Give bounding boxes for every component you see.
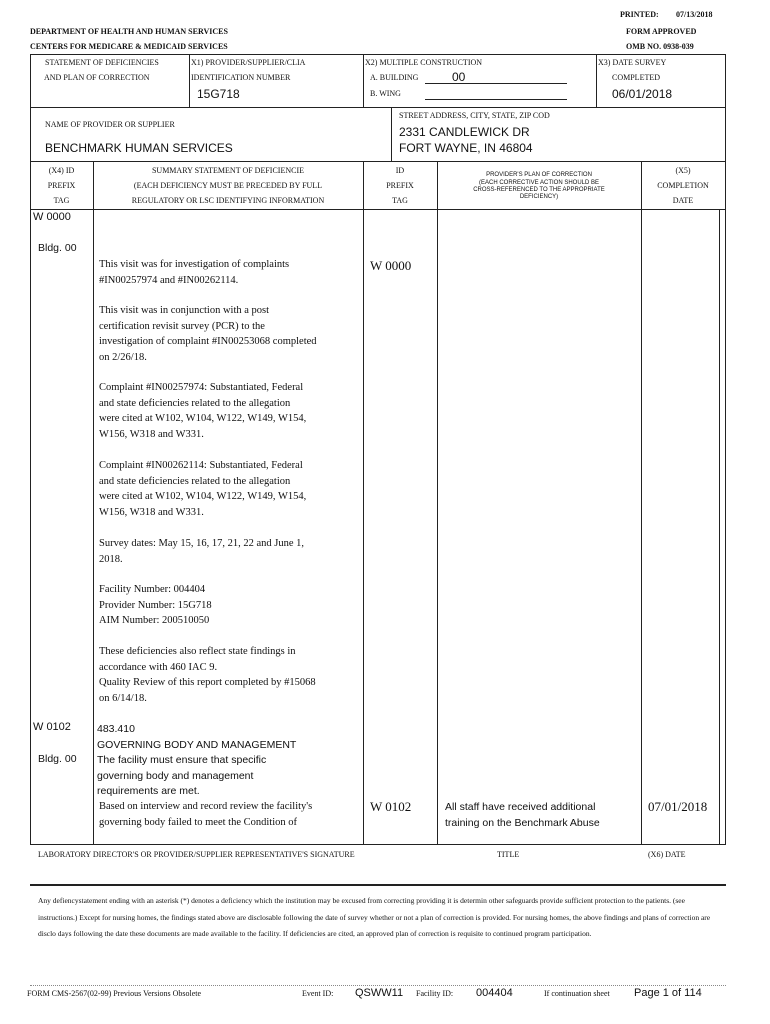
x1-label: X1) PROVIDER/SUPPLIER/CLIA xyxy=(191,58,306,67)
printed-label: PRINTED: xyxy=(620,10,659,19)
summary-paragraph-1: This visit was for investigation of complaints #IN00257974 and #IN00262114. xyxy=(99,259,290,286)
summary-paragraph-5: Survey dates: May 15, 16, 17, 21, 22 and June 1, 2018. xyxy=(99,538,305,565)
id-w0102: W 0102 xyxy=(370,799,412,814)
provider-name-label: NAME OF PROVIDER OR SUPPLIER xyxy=(45,120,175,129)
id-header-1: ID xyxy=(395,166,405,175)
provider-name: BENCHMARK HUMAN SERVICES xyxy=(45,141,233,155)
department-heading: DEPARTMENT OF HEALTH AND HUMAN SERVICES xyxy=(30,27,228,36)
plan-of-correction-text: All staff have received additional training on the Benchmark Abuse xyxy=(445,801,600,829)
form-approved: FORM APPROVED xyxy=(626,27,697,36)
x2-label: X2) MULTIPLE CONSTRUCTION xyxy=(365,58,483,67)
summary-header-3: REGULATORY OR LSC IDENTIFYING INFORMATION xyxy=(131,196,325,205)
tag-w0000: W 0000 xyxy=(33,211,71,223)
street-line-1: 2331 CANDLEWICK DR xyxy=(399,125,530,139)
summary-header-2: (EACH DEFICIENCY MUST BE PRECEDED BY FULL xyxy=(133,181,323,190)
omb-number: OMB NO. 0938-039 xyxy=(626,42,694,51)
street-line-2: FORT WAYNE, IN 46804 xyxy=(399,141,533,155)
summary-paragraph-9: Based on interview and record review the facility's governing body failed to meet the Condition of xyxy=(99,801,313,828)
provider-id-value: 15G718 xyxy=(197,87,240,101)
completion-date: 07/01/2018 xyxy=(648,799,708,814)
summary-paragraph-7: These deficiencies also reflect state findings in accordance with 460 IAC 9. Quality Review of this report completed by #15068 on 6/14/18. xyxy=(99,646,316,704)
summary-paragraph-4: Complaint #IN00262114: Substantiated, Federal and state deficiencies related to the allegation were cited at W102, W104, W122, W149, W154, W156, W318 and W331. xyxy=(99,460,307,518)
facility-id-label: Facility ID: xyxy=(416,989,454,998)
summary-header-1: SUMMARY STATEMENT OF DEFICIENCIE xyxy=(151,166,305,175)
event-id-label: Event ID: xyxy=(302,989,334,998)
x5-header-1: (X5) xyxy=(675,166,691,175)
id-w0000: W 0000 xyxy=(370,258,412,273)
summary-paragraph-3: Complaint #IN00257974: Substantiated, Federal and state deficiencies related to the allegation were cited at W102, W104, W122, W149, W154, W156, W318 and W331. xyxy=(99,382,307,440)
deficiency-notice: Any defiencystatement ending with an asterisk (*) denotes a deficiency which the institution may be excused from correcting providing it is determin other safeguards provide sufficient protection to the patients. (see instructions.) Except for nursing homes, the findings stated above are disclosable following the date of survey whether or not a plan of correction is provided. For nursing homes, the above findings and plans of correction are disclo days following the date these documents are made available to the facility. If deficiencies are cited, an approved plan of correction is requisite to continued program participation. xyxy=(38,896,711,938)
x3-label: X3) DATE SURVEY xyxy=(598,58,667,67)
wing-label: B. WING xyxy=(370,89,401,98)
x1-sub-label: IDENTIFICATION NUMBER xyxy=(191,73,291,82)
x5-header-2: COMPLETION xyxy=(657,181,709,190)
statement-label-1: STATEMENT OF DEFICIENCIES xyxy=(45,58,159,67)
tag-w0102: W 0102 xyxy=(33,721,71,733)
plan-header-1: PROVIDER'S PLAN OF CORRECTION xyxy=(486,172,592,178)
x5-header-3: DATE xyxy=(672,196,694,205)
plan-header-3: CROSS-REFERENCED TO THE APPROPRIATE xyxy=(473,187,605,193)
x3-sub-label: COMPLETED xyxy=(612,73,660,82)
id-header-2: PREFIX xyxy=(386,181,414,190)
centers-heading: CENTERS FOR MEDICARE & MEDICAID SERVICES xyxy=(30,42,228,51)
building-label: A. BUILDING xyxy=(370,73,419,82)
event-id-value: QSWW11 xyxy=(355,987,404,999)
title-label: TITLE xyxy=(497,850,520,859)
form-number: FORM CMS-2567(02-99) Previous Versions Obsolete xyxy=(27,989,202,998)
page-number: Page 1 of 114 xyxy=(634,987,702,999)
bldg-2: Bldg. 00 xyxy=(38,753,77,765)
facility-id-value: 004404 xyxy=(476,987,513,999)
building-value: 00 xyxy=(452,70,466,84)
x4-header-3: TAG xyxy=(53,196,70,205)
bldg-1: Bldg. 00 xyxy=(38,242,77,254)
statement-label-2: AND PLAN OF CORRECTION xyxy=(44,73,150,82)
plan-header-2: (EACH CORRECTIVE ACTION SHOULD BE xyxy=(478,180,600,186)
plan-header-4: DEFICIENCY) xyxy=(519,194,559,200)
summary-paragraph-6: Facility Number: 004404 Provider Number: 15G718 AIM Number: 200510050 xyxy=(99,584,212,626)
street-label: STREET ADDRESS, CITY, STATE, ZIP COD xyxy=(399,111,550,120)
printed-date: 07/13/2018 xyxy=(676,10,713,19)
regulation-text: 483.410 GOVERNING BODY AND MANAGEMENT The facility must ensure that specific governing body and management requirements are met. xyxy=(97,723,297,797)
id-header-3: TAG xyxy=(392,196,408,205)
continuation-label: If continuation sheet xyxy=(544,989,610,998)
signature-label: LABORATORY DIRECTOR'S OR PROVIDER/SUPPLIER REPRESENTATIVE'S SIGNATURE xyxy=(38,850,355,859)
summary-paragraph-2: This visit was in conjunction with a post certification revisit survey (PCR) to the investigation of complaint #IN00253068 completed on 2/26/18. xyxy=(99,305,317,363)
x6-date-label: (X6) DATE xyxy=(648,850,686,859)
survey-date-value: 06/01/2018 xyxy=(612,87,673,101)
x4-header-2: PREFIX xyxy=(47,181,76,190)
x4-header-1: (X4) ID xyxy=(48,166,75,175)
